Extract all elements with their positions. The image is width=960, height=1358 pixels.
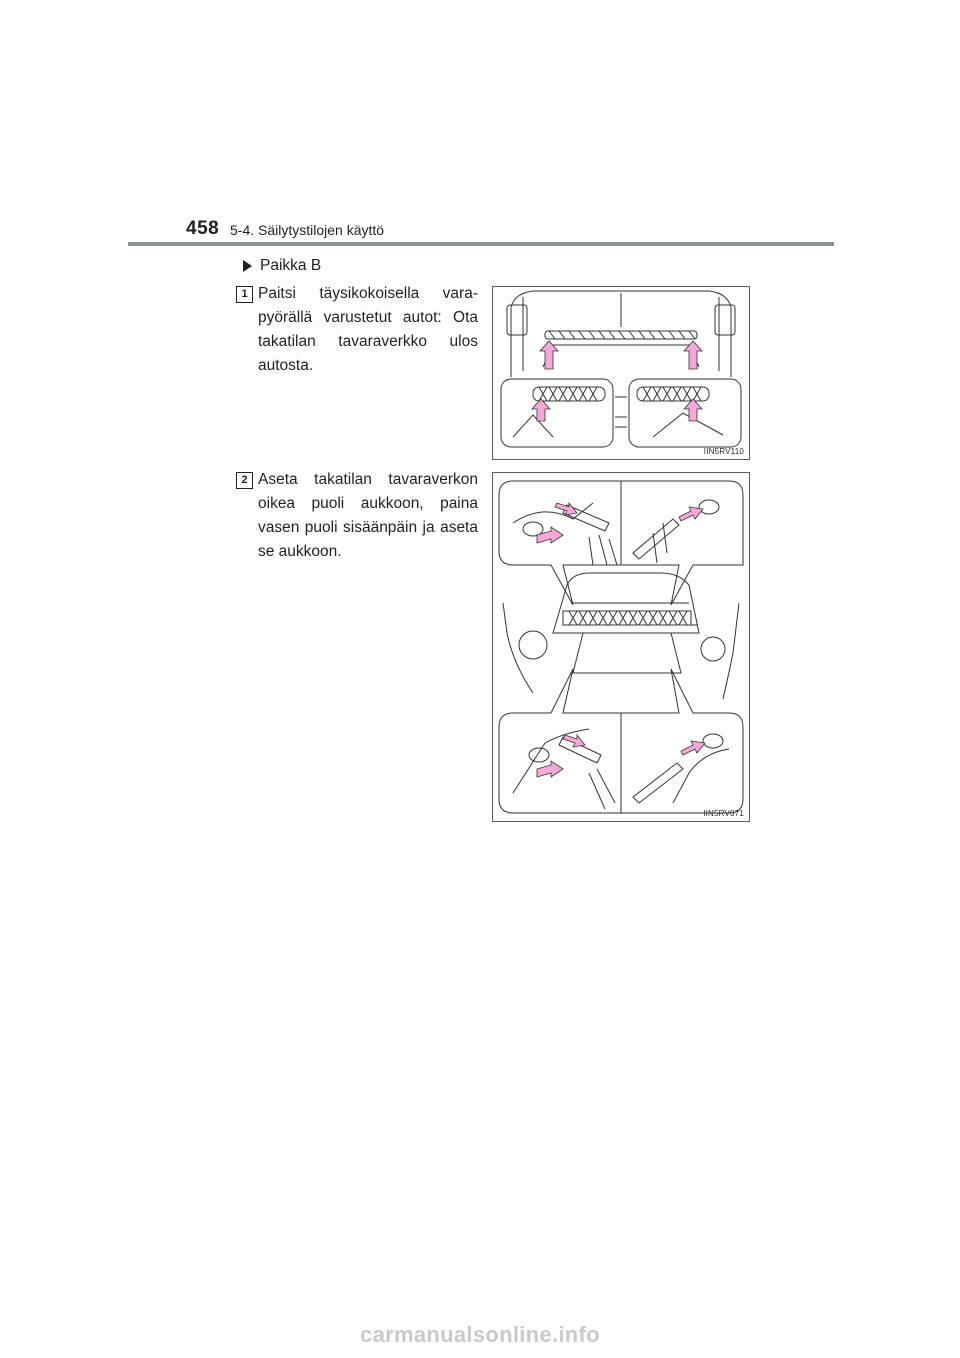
figure-install-cargo-net <box>492 472 750 822</box>
triangle-bullet-icon <box>243 260 252 272</box>
net-install-illustration <box>493 473 749 821</box>
step-2-badge: 2 <box>236 472 253 489</box>
section-title: 5-4. Säilytystilojen käyttö <box>230 222 385 238</box>
figure-code: IIN5RV110 <box>703 447 744 456</box>
bullet-heading <box>243 257 321 275</box>
step-1-badge: 1 <box>236 286 253 303</box>
page-number: 458 <box>186 218 220 239</box>
bullet-label: Paikka B <box>260 257 322 274</box>
trunk-illustration <box>493 287 749 459</box>
watermark: carmanualsonline.info <box>360 1322 600 1347</box>
header-rule <box>128 242 834 246</box>
step-2-text: Aseta takatilan tavaraverkon oikea puoli aukkoon, paina vasen puoli sisäänpäin ja aseta se aukkoon. <box>258 471 478 560</box>
step-1-text: Paitsi täysikokoisella vara-pyörällä varustetut autot: Ota takatilan tavaraverkko ulos autosta. <box>258 285 478 374</box>
figure-remove-cargo-net <box>492 286 750 460</box>
figure-code: IIN5RV071 <box>703 809 744 818</box>
